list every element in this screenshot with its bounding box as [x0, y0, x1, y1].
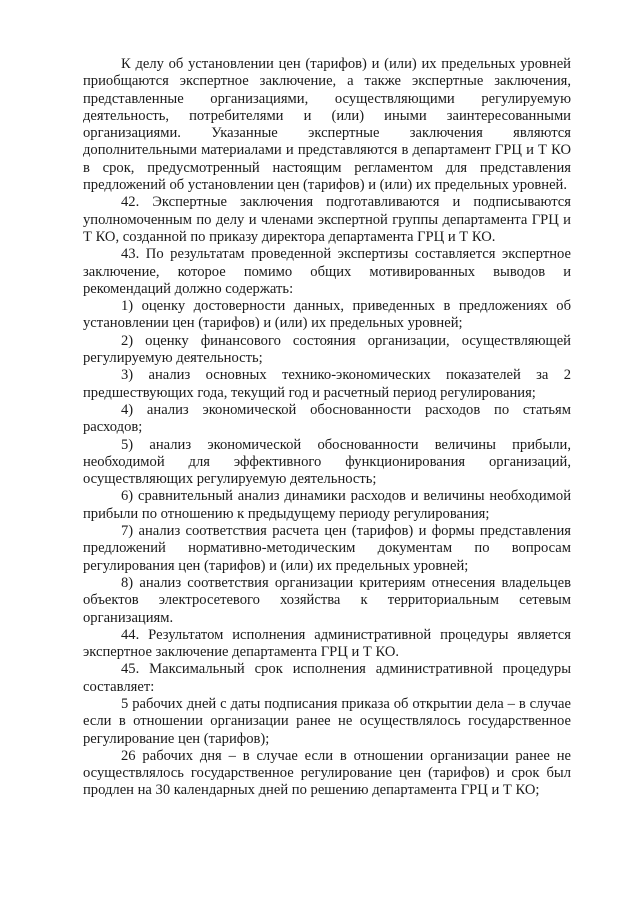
document-page: [83, 56, 571, 800]
paragraph-45: 45. Максимальный срок исполнения административной процедуры составляет:: [83, 661, 571, 695]
list-item-5: 5) анализ экономической обоснованности величины прибыли, необходимой для эффективного функционирования организаций, осуществляющих регулируемую деятельность;: [83, 436, 571, 488]
list-item-6: 6) сравнительный анализ динамики расходов и величины необходимой прибыли по отношению к предыдущему периоду регулирования;: [83, 488, 571, 522]
paragraph-43: 43. По результатам проведенной экспертизы составляется экспертное заключение, которое помимо общих мотивированных выводов и рекомендаций должно содержать:: [83, 246, 571, 297]
list-item-8: 8) анализ соответствия организации критериям отнесения владельцев объектов электросетевого хозяйства к территориальным сетевым организациям.: [83, 574, 571, 626]
list-item-7: 7) анализ соответствия расчета цен (тарифов) и формы представления предложений нормативно-методическим документам по вопросам регулирования цен (тарифов) и (или) их предельных уровней;: [83, 523, 571, 574]
paragraph-42: 42. Экспертные заключения подготавливаются и подписываются уполномоченным по делу и членами экспертной группы департамента ГРЦ и Т КО, созданной по приказу директора департамента ГРЦ и Т КО.: [83, 194, 571, 245]
paragraph-expert-conclusions-attached: К делу об установлении цен (тарифов) и (или) их предельных уровней приобщаются экспертное заключение, а также экспертные заключения, представленные организациями, осуществляющими регулируемую деятельность, потребителями и (или) иными заинтересованными организациями. Указанные экспертные заключения являются дополнительными материалами и представляются в департамент ГРЦ и Т КО в срок, предусмотренный настоящим регламентом для представления предложений об установлении цен (тарифов) и (или) их предельных уровней.: [83, 56, 571, 194]
term-26-days: 26 рабочих дня – в случае если в отношении организации ранее не осуществлялось государственное регулирование цен (тарифов) и срок был продлен на 30 календарных дней по решению департамента ГРЦ и Т КО;: [83, 747, 571, 799]
term-5-days: 5 рабочих дней с даты подписания приказа об открытии дела – в случае если в отношении организации ранее не осуществлялось государственное регулирование цен (тарифов);: [83, 695, 571, 747]
list-item-4: 4) анализ экономической обоснованности расходов по статьям расходов;: [83, 401, 571, 436]
paragraph-44: 44. Результатом исполнения административной процедуры является экспертное заключение департамента ГРЦ и Т КО.: [83, 626, 571, 661]
list-item-1: 1) оценку достоверности данных, приведенных в предложениях об установлении цен (тарифов) и (или) их предельных уровней;: [83, 298, 571, 332]
list-item-3: 3) анализ основных технико-экономических показателей за 2 предшествующих года, текущий год и расчетный период регулирования;: [83, 367, 571, 401]
list-item-2: 2) оценку финансового состояния организации, осуществляющей регулируемую деятельность;: [83, 332, 571, 367]
